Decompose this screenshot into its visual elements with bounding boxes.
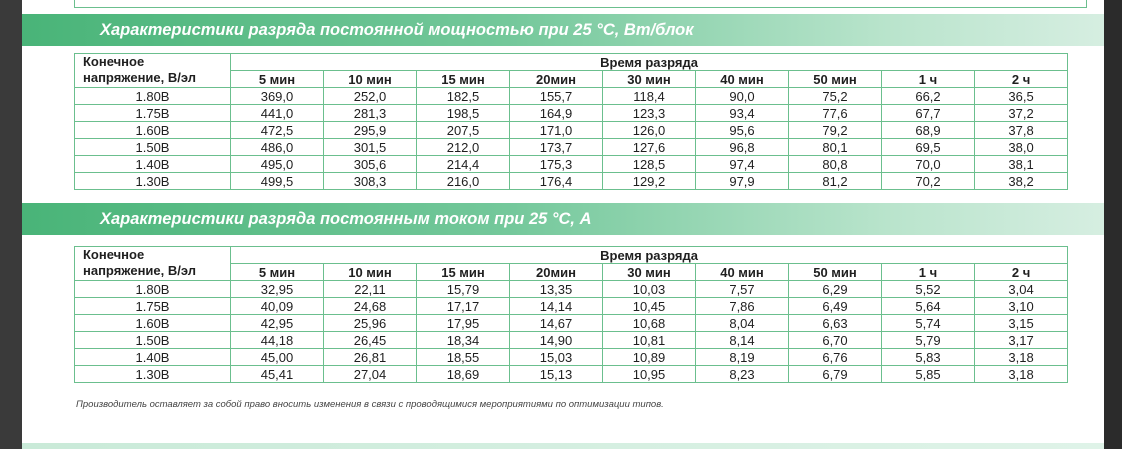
table-body [75, 281, 1068, 383]
header-discharge-time: Время разряда [231, 54, 1068, 71]
table-body [75, 88, 1068, 190]
value-cell: 69,5 [882, 139, 975, 156]
value-cell: 18,69 [417, 366, 510, 383]
value-cell: 6,79 [789, 366, 882, 383]
value-cell: 3,04 [975, 281, 1068, 298]
value-cell: 15,13 [510, 366, 603, 383]
value-cell: 118,4 [603, 88, 696, 105]
table-row [75, 173, 1068, 190]
voltage-cell: 1.75В [75, 105, 231, 122]
table-row [75, 139, 1068, 156]
voltage-cell: 1.60В [75, 122, 231, 139]
value-cell: 96,8 [696, 139, 789, 156]
previous-table-edge [74, 0, 1087, 8]
next-section-banner [22, 443, 1104, 449]
value-cell: 175,3 [510, 156, 603, 173]
value-cell: 281,3 [324, 105, 417, 122]
column-header: 10 мин [324, 264, 417, 281]
value-cell: 26,45 [324, 332, 417, 349]
value-cell: 93,4 [696, 105, 789, 122]
value-cell: 499,5 [231, 173, 324, 190]
column-header: 5 мин [231, 71, 324, 88]
value-cell: 38,0 [975, 139, 1068, 156]
value-cell: 6,29 [789, 281, 882, 298]
value-cell: 5,64 [882, 298, 975, 315]
value-cell: 10,95 [603, 366, 696, 383]
viewer-edge [1104, 0, 1122, 449]
value-cell: 90,0 [696, 88, 789, 105]
table-row [75, 122, 1068, 139]
voltage-cell: 1.50В [75, 139, 231, 156]
header-end-voltage: Конечное напряжение, В/эл [75, 247, 231, 281]
value-cell: 7,57 [696, 281, 789, 298]
header-end-voltage: Конечное напряжение, В/эл [75, 54, 231, 88]
value-cell: 66,2 [882, 88, 975, 105]
section-title-power: Характеристики разряда постоянной мощностью при 25 °С, Вт/блок [100, 21, 694, 39]
column-header: 2 ч [975, 71, 1068, 88]
table-power-discharge [74, 53, 1068, 190]
value-cell: 3,18 [975, 366, 1068, 383]
column-header: 20мин [510, 264, 603, 281]
value-cell: 44,18 [231, 332, 324, 349]
value-cell: 252,0 [324, 88, 417, 105]
value-cell: 81,2 [789, 173, 882, 190]
value-cell: 129,2 [603, 173, 696, 190]
value-cell: 95,6 [696, 122, 789, 139]
voltage-cell: 1.40В [75, 349, 231, 366]
value-cell: 37,8 [975, 122, 1068, 139]
value-cell: 8,19 [696, 349, 789, 366]
value-cell: 173,7 [510, 139, 603, 156]
section-banner-current [22, 203, 1104, 235]
value-cell: 70,2 [882, 173, 975, 190]
value-cell: 5,52 [882, 281, 975, 298]
value-cell: 5,85 [882, 366, 975, 383]
value-cell: 441,0 [231, 105, 324, 122]
value-cell: 40,09 [231, 298, 324, 315]
table-current-discharge [74, 246, 1068, 383]
value-cell: 171,0 [510, 122, 603, 139]
value-cell: 126,0 [603, 122, 696, 139]
value-cell: 7,86 [696, 298, 789, 315]
value-cell: 25,96 [324, 315, 417, 332]
value-cell: 207,5 [417, 122, 510, 139]
value-cell: 38,1 [975, 156, 1068, 173]
value-cell: 75,2 [789, 88, 882, 105]
column-header: 30 мин [603, 71, 696, 88]
value-cell: 15,03 [510, 349, 603, 366]
table-row [75, 366, 1068, 383]
value-cell: 80,1 [789, 139, 882, 156]
table-row [75, 88, 1068, 105]
value-cell: 97,4 [696, 156, 789, 173]
value-cell: 214,4 [417, 156, 510, 173]
value-cell: 10,89 [603, 349, 696, 366]
value-cell: 38,2 [975, 173, 1068, 190]
column-header: 15 мин [417, 264, 510, 281]
value-cell: 369,0 [231, 88, 324, 105]
value-cell: 5,83 [882, 349, 975, 366]
table-row [75, 105, 1068, 122]
value-cell: 6,63 [789, 315, 882, 332]
column-header: 20мин [510, 71, 603, 88]
column-header: 50 мин [789, 264, 882, 281]
value-cell: 308,3 [324, 173, 417, 190]
value-cell: 212,0 [417, 139, 510, 156]
value-cell: 10,45 [603, 298, 696, 315]
value-cell: 18,34 [417, 332, 510, 349]
voltage-cell: 1.30В [75, 366, 231, 383]
value-cell: 305,6 [324, 156, 417, 173]
column-header: 10 мин [324, 71, 417, 88]
value-cell: 42,95 [231, 315, 324, 332]
column-header: 5 мин [231, 264, 324, 281]
voltage-cell: 1.80В [75, 88, 231, 105]
value-cell: 67,7 [882, 105, 975, 122]
value-cell: 14,67 [510, 315, 603, 332]
value-cell: 3,15 [975, 315, 1068, 332]
value-cell: 97,9 [696, 173, 789, 190]
value-cell: 27,04 [324, 366, 417, 383]
footnote: Производитель оставляет за собой право вносить изменения в связи с проводящимися мероприятиями по оптимизации типов. [76, 399, 664, 410]
value-cell: 3,17 [975, 332, 1068, 349]
voltage-cell: 1.75В [75, 298, 231, 315]
value-cell: 155,7 [510, 88, 603, 105]
table-row [75, 315, 1068, 332]
value-cell: 5,79 [882, 332, 975, 349]
value-cell: 45,41 [231, 366, 324, 383]
value-cell: 37,2 [975, 105, 1068, 122]
value-cell: 486,0 [231, 139, 324, 156]
table-row [75, 281, 1068, 298]
table-row [75, 349, 1068, 366]
value-cell: 301,5 [324, 139, 417, 156]
value-cell: 45,00 [231, 349, 324, 366]
value-cell: 8,04 [696, 315, 789, 332]
column-header: 1 ч [882, 264, 975, 281]
voltage-cell: 1.80В [75, 281, 231, 298]
value-cell: 128,5 [603, 156, 696, 173]
column-header: 50 мин [789, 71, 882, 88]
value-cell: 198,5 [417, 105, 510, 122]
value-cell: 26,81 [324, 349, 417, 366]
value-cell: 79,2 [789, 122, 882, 139]
value-cell: 6,70 [789, 332, 882, 349]
value-cell: 80,8 [789, 156, 882, 173]
value-cell: 495,0 [231, 156, 324, 173]
column-header: 40 мин [696, 71, 789, 88]
value-cell: 13,35 [510, 281, 603, 298]
table-row [75, 298, 1068, 315]
value-cell: 14,14 [510, 298, 603, 315]
value-cell: 14,90 [510, 332, 603, 349]
value-cell: 36,5 [975, 88, 1068, 105]
column-header: 1 ч [882, 71, 975, 88]
value-cell: 22,11 [324, 281, 417, 298]
section-banner-power [22, 14, 1104, 46]
value-cell: 17,17 [417, 298, 510, 315]
value-cell: 127,6 [603, 139, 696, 156]
value-cell: 17,95 [417, 315, 510, 332]
voltage-cell: 1.40В [75, 156, 231, 173]
value-cell: 77,6 [789, 105, 882, 122]
value-cell: 15,79 [417, 281, 510, 298]
column-header: 15 мин [417, 71, 510, 88]
voltage-cell: 1.60В [75, 315, 231, 332]
value-cell: 8,23 [696, 366, 789, 383]
section-title-current: Характеристики разряда постоянным током при 25 °С, А [100, 210, 592, 228]
value-cell: 6,76 [789, 349, 882, 366]
value-cell: 295,9 [324, 122, 417, 139]
value-cell: 182,5 [417, 88, 510, 105]
value-cell: 216,0 [417, 173, 510, 190]
value-cell: 8,14 [696, 332, 789, 349]
value-cell: 3,10 [975, 298, 1068, 315]
column-header: 40 мин [696, 264, 789, 281]
value-cell: 6,49 [789, 298, 882, 315]
voltage-cell: 1.30В [75, 173, 231, 190]
value-cell: 5,74 [882, 315, 975, 332]
value-cell: 10,68 [603, 315, 696, 332]
column-header: 30 мин [603, 264, 696, 281]
table-row [75, 332, 1068, 349]
value-cell: 10,03 [603, 281, 696, 298]
value-cell: 32,95 [231, 281, 324, 298]
value-cell: 176,4 [510, 173, 603, 190]
value-cell: 68,9 [882, 122, 975, 139]
voltage-cell: 1.50В [75, 332, 231, 349]
value-cell: 3,18 [975, 349, 1068, 366]
header-discharge-time: Время разряда [231, 247, 1068, 264]
value-cell: 164,9 [510, 105, 603, 122]
value-cell: 18,55 [417, 349, 510, 366]
value-cell: 10,81 [603, 332, 696, 349]
value-cell: 24,68 [324, 298, 417, 315]
value-cell: 472,5 [231, 122, 324, 139]
table-row [75, 156, 1068, 173]
column-header: 2 ч [975, 264, 1068, 281]
value-cell: 123,3 [603, 105, 696, 122]
value-cell: 70,0 [882, 156, 975, 173]
